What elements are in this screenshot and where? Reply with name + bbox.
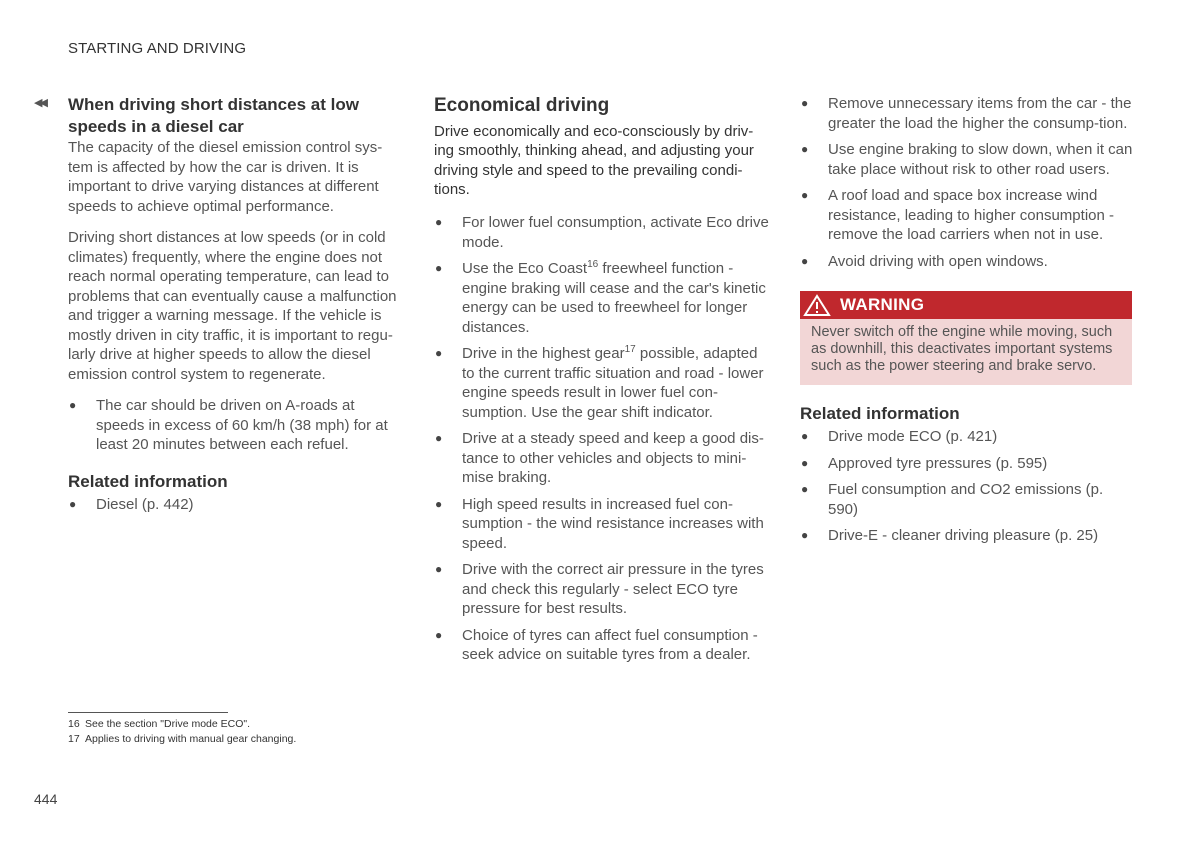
list-item-text: freewheel function - engine braking will cease and the car's kinetic energy can be used to freewheel for longer distances. bbox=[462, 260, 766, 336]
related-link[interactable] bbox=[800, 480, 1135, 519]
bullet-icon: ● bbox=[435, 627, 443, 642]
footnote bbox=[68, 717, 296, 732]
footnote-text: See the section "Drive mode ECO". bbox=[85, 718, 251, 730]
list-item bbox=[800, 252, 1135, 272]
page-number: 444 bbox=[34, 791, 58, 807]
list-item-text: Drive in the highest gear bbox=[462, 345, 625, 363]
warning-text: Never switch off the engine while moving, such as downhill, this deactivates important systems such as the power steering and brake servo. bbox=[811, 324, 1113, 374]
related-link[interactable] bbox=[800, 427, 1135, 447]
bullet-icon: ● bbox=[435, 346, 443, 361]
bullet-icon: ● bbox=[801, 482, 809, 496]
bullet-icon: ● bbox=[801, 188, 809, 202]
list-item-text: Choice of tyres can affect fuel consumption - seek advice on suitable tyres from a dealer. bbox=[462, 626, 758, 664]
list-item-text: Use the Eco Coast bbox=[462, 260, 588, 278]
section-heading: When driving short distances at low speeds in a diesel car bbox=[68, 95, 359, 136]
section-header: STARTING AND DRIVING bbox=[68, 40, 247, 57]
bullet-icon: ● bbox=[435, 261, 443, 276]
warning-triangle-icon bbox=[802, 293, 832, 317]
related-info-heading: Related information bbox=[800, 404, 960, 423]
bullet-icon: ● bbox=[801, 253, 809, 268]
column-left bbox=[68, 94, 403, 521]
bullet-list bbox=[434, 213, 769, 665]
paragraph: The capacity of the diesel emission control sys-tem is affected by how the car is driven. It is important to drive varying distances at different speeds to achieve optimal performance. bbox=[68, 139, 383, 215]
warning-box bbox=[800, 291, 1132, 385]
bullet-icon: ● bbox=[801, 142, 809, 156]
intro-paragraph: Drive economically and eco-consciously by driv-ing smoothly, thinking ahead, and adjusting your driving style and speed to the prevailing condi-tions. bbox=[434, 123, 754, 198]
list-item-text: Drive with the correct air pressure in the tyres and check this regularly - select ECO tyre pressure for best results. bbox=[462, 561, 764, 618]
list-item-text: For lower fuel consumption, activate Eco drive mode. bbox=[462, 214, 769, 251]
bullet-icon: ● bbox=[69, 398, 77, 412]
related-link[interactable] bbox=[800, 526, 1135, 546]
footnote-ref[interactable]: 17 bbox=[624, 344, 636, 356]
bullet-icon: ● bbox=[435, 215, 443, 230]
bullet-icon: ● bbox=[801, 455, 809, 470]
list-item bbox=[434, 429, 769, 488]
list-item bbox=[434, 560, 769, 619]
list-item bbox=[800, 140, 1135, 179]
list-item-text: Drive at a steady speed and keep a good dis-tance to other vehicles and objects to mini-mise braking. bbox=[462, 430, 764, 487]
list-item bbox=[434, 495, 769, 554]
related-link-text: Fuel consumption and CO2 emissions (p. 590) bbox=[828, 481, 1104, 518]
bullet-icon: ● bbox=[801, 96, 809, 110]
footnotes bbox=[68, 717, 296, 747]
related-link[interactable] bbox=[68, 495, 403, 515]
list-item bbox=[434, 259, 769, 337]
page-title: Economical driving bbox=[434, 95, 610, 116]
related-link-text: Approved tyre pressures (p. 595) bbox=[828, 454, 1048, 472]
footnote-number: 17 bbox=[68, 733, 80, 745]
continuation-icon: ◀◀ bbox=[34, 97, 45, 109]
list-item-text: Use engine braking to slow down, when it can take place without risk to other road users. bbox=[828, 141, 1133, 178]
bullet-icon: ● bbox=[435, 431, 443, 446]
list-item-text: High speed results in increased fuel con-sumption - the wind resistance increases with speed. bbox=[462, 495, 764, 552]
bullet-icon: ● bbox=[435, 496, 443, 511]
related-info-heading: Related information bbox=[68, 471, 228, 491]
footnote-divider bbox=[68, 712, 228, 713]
bullet-icon: ● bbox=[69, 496, 77, 511]
list-item bbox=[800, 186, 1135, 245]
list-item-text: Avoid driving with open windows. bbox=[828, 252, 1048, 270]
list-item-text: The car should be driven on A-roads at speeds in excess of 60 km/h (38 mph) for at least 20 minutes between each refuel. bbox=[96, 397, 388, 453]
bullet-icon: ● bbox=[435, 562, 443, 577]
bullet-icon: ● bbox=[801, 429, 809, 443]
column-middle bbox=[434, 94, 769, 672]
list-item-text: Remove unnecessary items from the car - the greater the load the higher the consump-tion. bbox=[828, 95, 1132, 132]
list-item bbox=[800, 94, 1135, 133]
footnote-number: 16 bbox=[68, 718, 80, 730]
footnote bbox=[68, 732, 296, 747]
list-item bbox=[434, 213, 769, 252]
bullet-icon: ● bbox=[801, 528, 809, 542]
list-item bbox=[434, 626, 769, 665]
list-item-text: possible, adapted to the current traffic situation and road - lower engine speeds result in lower fuel con-sumption. Use the gear shift indicator. bbox=[462, 345, 764, 421]
column-right bbox=[800, 94, 1135, 553]
warning-header bbox=[800, 291, 1132, 319]
list-item bbox=[434, 344, 769, 422]
related-link-text: Drive-E - cleaner driving pleasure (p. 25) bbox=[828, 527, 1099, 544]
footnote-ref[interactable]: 16 bbox=[587, 259, 599, 271]
list-item-text: A roof load and space box increase wind resistance, leading to higher consumption - remove the load carriers when not in use. bbox=[828, 187, 1114, 243]
related-link-text: Diesel (p. 442) bbox=[96, 495, 194, 513]
related-list bbox=[800, 427, 1135, 546]
related-list bbox=[68, 495, 403, 515]
paragraph: Driving short distances at low speeds (or in cold climates) frequently, where the engine does not reach normal operating temperature, can lead to problems that can eventually cause a malfunction and trigger a warning message. If the vehicle is mostly driven in city traffic, it is important to regu-larly drive at higher speeds to allow the diesel emission control system to regenerate. bbox=[68, 229, 397, 383]
related-link[interactable] bbox=[800, 454, 1135, 474]
related-link-text: Drive mode ECO (p. 421) bbox=[828, 428, 998, 445]
bullet-list bbox=[68, 396, 403, 455]
footnote-text: Applies to driving with manual gear changing. bbox=[85, 733, 297, 745]
warning-title: WARNING bbox=[840, 295, 925, 314]
list-item bbox=[68, 396, 403, 455]
bullet-list bbox=[800, 94, 1135, 271]
